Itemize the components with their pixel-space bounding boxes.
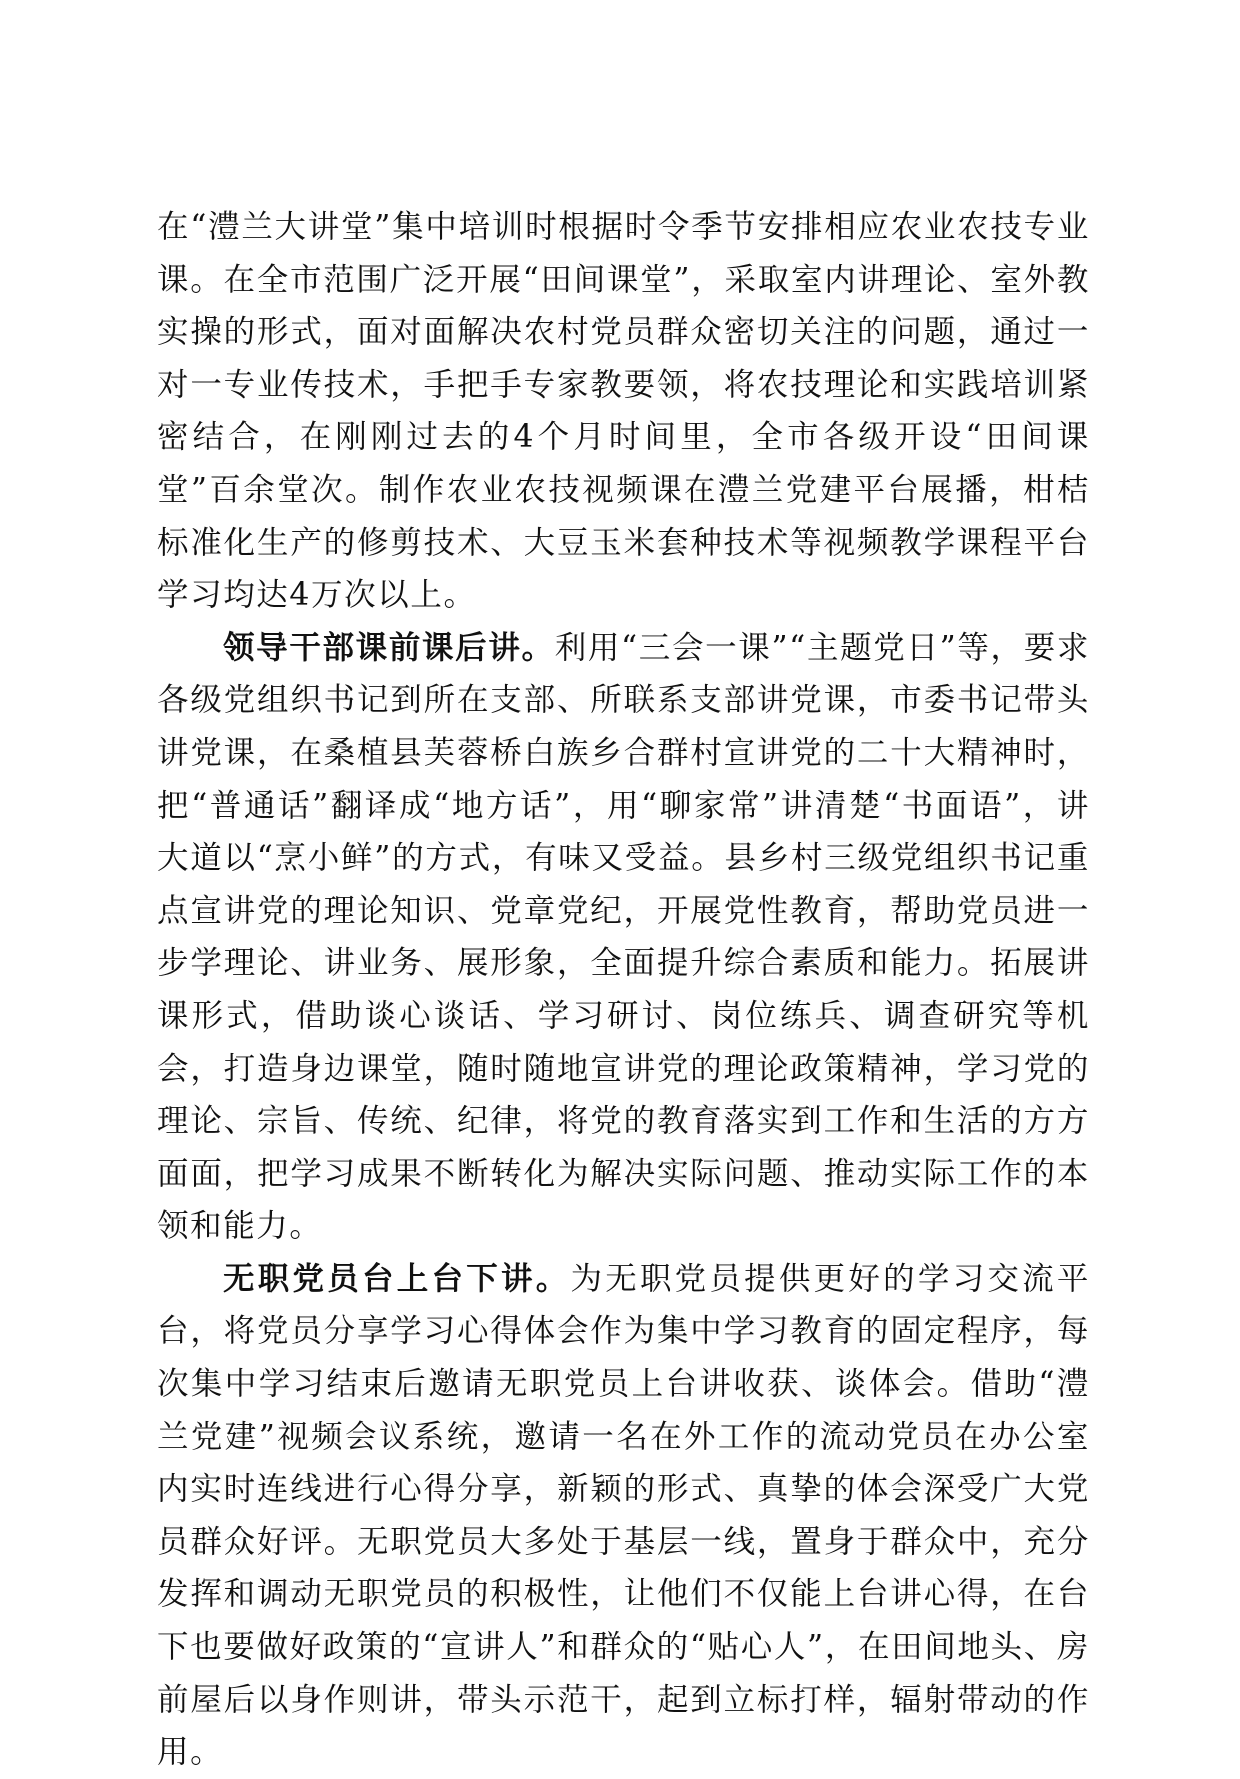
paragraph-heading-members: 无职党员台上台下讲。 — [223, 1260, 571, 1297]
paragraph-leaders-lecture — [157, 622, 1090, 1253]
paragraph-body-leaders: 利用“三会一课”“主题党日”等，要求各级党组织书记到所在支部、所联系支部讲党课，市委书记带头讲党课，在桑植县芙蓉桥白族乡合群村宣讲党的二十大精神时，把“普通话”翻译成“地方话”，用“聊家常”讲清楚“书面语”，讲大道以“烹小鲜”的方式，有味又受益。县乡村三级党组织书记重点宣讲党的理论知识、党章党纪，开展党性教育，帮助党员进一步学理论、讲业务、展形象，全面提升综合素质和能力。拓展讲课形式，借助谈心谈话、学习研讨、岗位练兵、调查研究等机会，打造身边课堂，随时随地宣讲党的理论政策精神，学习党的理论、宗旨、传统、纪律，将党的教育落实到工作和生活的方方面面，把学习成果不断转化为解决实际问题、推动实际工作的本领和能力。 — [157, 629, 1090, 1245]
paragraph-heading-leaders: 领导干部课前课后讲。 — [223, 629, 555, 666]
paragraph-members-lecture — [157, 1253, 1090, 1779]
paragraph-continuation: 在“澧兰大讲堂”集中培训时根据时令季节安排相应农业农技专业课。在全市范围广泛开展“田间课堂”，采取室内讲理论、室外教实操的形式，面对面解决农村党员群众密切关注的问题，通过一对一专业传技术，手把手专家教要领，将农技理论和实践培训紧密结合，在刚刚过去的4个月时间里，全市各级开设“田间课堂”百余堂次。制作农业农技视频课在澧兰党建平台展播，柑桔标准化生产的修剪技术、大豆玉米套种技术等视频教学课程平台学习均达4万次以上。 — [157, 209, 1090, 614]
document-body — [157, 201, 1090, 1779]
paragraph-body-members: 为无职党员提供更好的学习交流平台，将党员分享学习心得体会作为集中学习教育的固定程序，每次集中学习结束后邀请无职党员上台讲收获、谈体会。借助“澧兰党建”视频会议系统，邀请一名在外工作的流动党员在办公室内实时连线进行心得分享，新颖的形式、真挚的体会深受广大党员群众好评。无职党员大多处于基层一线，置身于群众中，充分发挥和调动无职党员的积极性，让他们不仅能上台讲心得，在台下也要做好政策的“宣讲人”和群众的“贴心人”，在田间地头、房前屋后以身作则讲，带头示范干，起到立标打样，辐射带动的作用。 — [157, 1260, 1090, 1771]
